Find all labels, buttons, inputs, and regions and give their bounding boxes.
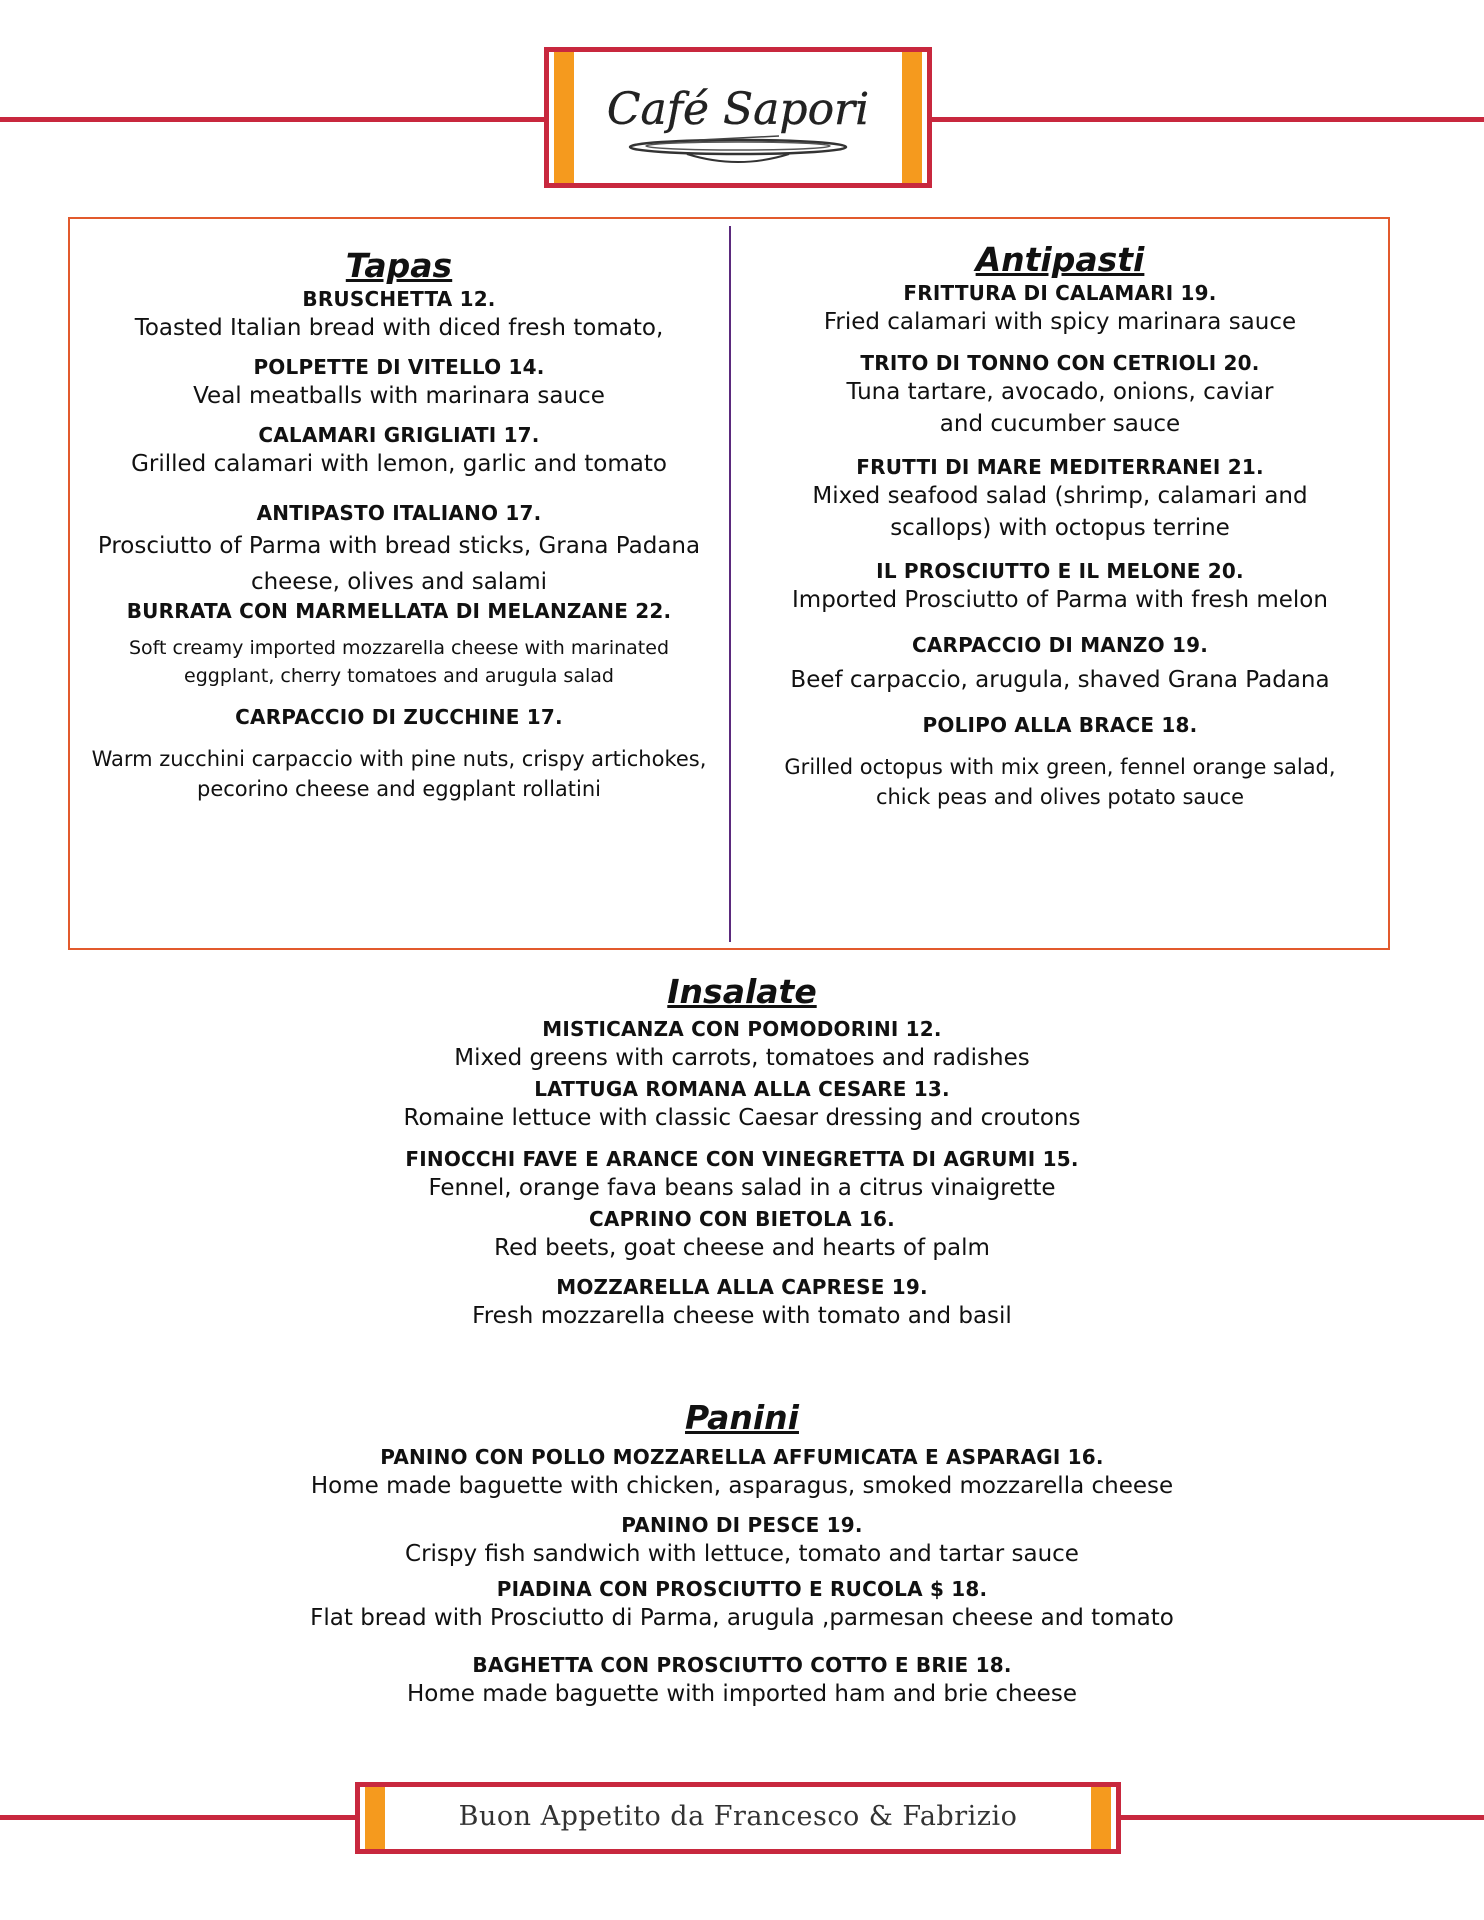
menu-item-desc: Beef carpaccio, arugula, shaved Grana Padana [790, 667, 1330, 693]
logo-plate-icon [579, 62, 897, 182]
footer-line-left [0, 1815, 355, 1820]
menu-item-name: BAGHETTA CON PROSCIUTTO COTTO E BRIE 18. [472, 1653, 1012, 1677]
footer-text: Buon Appetito da Francesco & Fabrizio [458, 1801, 1018, 1832]
menu-item-desc: and cucumber sauce [939, 411, 1181, 437]
menu-item-desc: Home made baguette with imported ham and brie cheese [407, 1681, 1077, 1707]
menu-item-name: POLPETTE DI VITELLO 14. [253, 355, 545, 379]
menu-item-desc: Grilled octopus with mix green, fennel orange salad, [784, 755, 1336, 779]
menu-item-desc: Soft creamy imported mozzarella cheese with marinated [128, 637, 670, 659]
insalate-section [0, 972, 1484, 1332]
menu-item-name: PANINO CON POLLO MOZZARELLA AFFUMICATA E ASPARAGI 16. [380, 1445, 1104, 1469]
menu-item-desc: Flat bread with Prosciutto di Parma, arugula ,parmesan cheese and tomato [310, 1605, 1174, 1631]
menu-item-name: PIADINA CON PROSCIUTTO E RUCOLA $ 18. [496, 1577, 988, 1601]
insalate-title: Insalate [667, 972, 817, 1011]
menu-item-name: CAPRINO CON BIETOLA 16. [589, 1207, 895, 1231]
antipasti-title: Antipasti [975, 240, 1145, 279]
menu-item-desc: Prosciutto of Parma with bread sticks, Grana Padana [97, 533, 701, 559]
menu-item-name: FINOCCHI FAVE E ARANCE CON VINEGRETTA DI AGRUMI 15. [405, 1147, 1079, 1171]
menu-item-name: LATTUGA ROMANA ALLA CESARE 13. [534, 1077, 950, 1101]
menu-item-desc: Veal meatballs with marinara sauce [193, 383, 605, 409]
menu-item-name: CARPACCIO DI ZUCCHINE 17. [235, 705, 563, 729]
footer-line-right [1121, 1815, 1484, 1820]
menu-item-desc: Tuna tartare, avocado, onions, caviar [846, 379, 1274, 405]
antipasti-section [734, 240, 1386, 812]
menu-item-desc: Warm zucchini carpaccio with pine nuts, crispy artichokes, [91, 747, 707, 771]
logo-wordmark: Café Sapori [606, 84, 870, 135]
tapas-title: Tapas [345, 246, 453, 285]
menu-item-desc: chick peas and olives potato sauce [875, 785, 1245, 809]
menu-item-desc: Fennel, orange fava beans salad in a citrus vinaigrette [428, 1175, 1056, 1201]
menu-item-desc: pecorino cheese and eggplant rollatini [197, 777, 601, 801]
menu-item-desc: Toasted Italian bread with diced fresh tomato, [134, 315, 664, 341]
menu-item-name: PANINO DI PESCE 19. [621, 1513, 863, 1537]
menu-item-desc: scallops) with octopus terrine [890, 515, 1230, 541]
logo-box [544, 47, 932, 188]
panini-section [0, 1398, 1484, 1710]
menu-item-name: FRUTTI DI MARE MEDITERRANEI 21. [856, 455, 1264, 479]
menu-item-desc: Fried calamari with spicy marinara sauce [823, 309, 1297, 335]
menu-item-name: TRITO DI TONNO CON CETRIOLI 20. [860, 351, 1260, 375]
panini-title: Panini [685, 1398, 799, 1437]
menu-item-name: BRUSCHETTA 12. [302, 287, 496, 311]
menu-item-desc: Red beets, goat cheese and hearts of palm [494, 1235, 990, 1261]
menu-item-name: MISTICANZA CON POMODORINI 12. [542, 1017, 942, 1041]
header-line-left [0, 117, 544, 122]
logo-stripe-right [902, 52, 922, 183]
menu-item-desc: Fresh mozzarella cheese with tomato and basil [472, 1303, 1012, 1329]
menu-item-desc: eggplant, cherry tomatoes and arugula salad [184, 665, 614, 687]
menu-item-desc: Mixed seafood salad (shrimp, calamari and [812, 483, 1308, 509]
menu-item-desc: cheese, olives and salami [250, 569, 548, 595]
menu-item-name: MOZZARELLA ALLA CAPRESE 19. [556, 1275, 928, 1299]
menu-item-name: IL PROSCIUTTO E IL MELONE 20. [876, 559, 1244, 583]
column-divider [729, 226, 731, 942]
menu-item-desc: Mixed greens with carrots, tomatoes and radishes [454, 1045, 1030, 1071]
footer-banner [355, 1782, 1121, 1854]
menu-item-desc: Grilled calamari with lemon, garlic and tomato [131, 451, 667, 477]
menu-item-name: CALAMARI GRIGLIATI 17. [258, 423, 540, 447]
header-line-right [932, 117, 1484, 122]
menu-item-desc: Imported Prosciutto of Parma with fresh melon [792, 587, 1328, 613]
menu-item-name: ANTIPASTO ITALIANO 17. [256, 501, 542, 525]
menu-item-desc: Romaine lettuce with classic Caesar dressing and croutons [403, 1105, 1081, 1131]
menu-item-desc: Home made baguette with chicken, asparagus, smoked mozzarella cheese [310, 1473, 1174, 1499]
menu-item-name: POLIPO ALLA BRACE 18. [922, 713, 1198, 737]
menu-item-name: CARPACCIO DI MANZO 19. [911, 633, 1209, 657]
menu-item-name: BURRATA CON MARMELLATA DI MELANZANE 22. [126, 599, 672, 623]
tapas-section [72, 246, 726, 804]
menu-item-desc: Crispy fish sandwich with lettuce, tomato and tartar sauce [405, 1541, 1079, 1567]
logo-stripe-left [554, 52, 574, 183]
menu-item-name: FRITTURA DI CALAMARI 19. [903, 281, 1217, 305]
